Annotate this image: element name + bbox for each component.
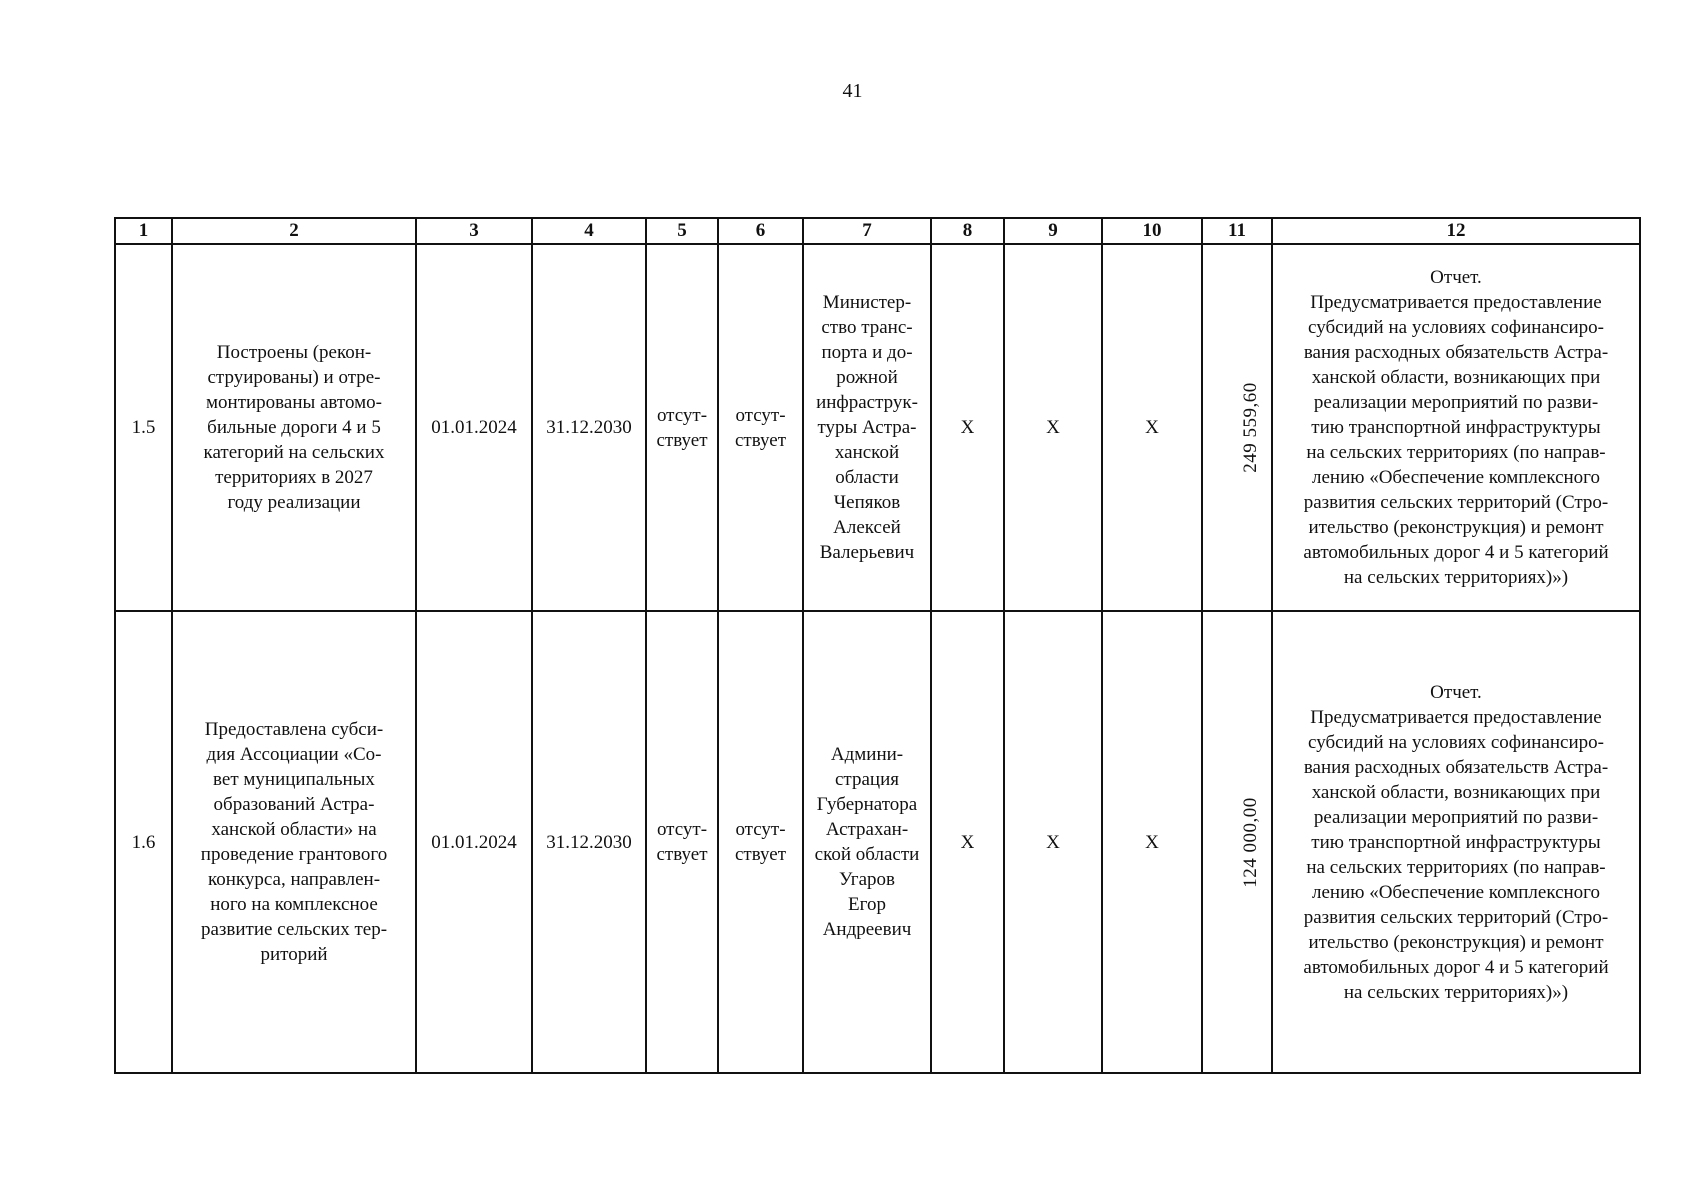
row-note: Отчет. Предусматривается предоставление субсидий на условиях софинансиро- вания расходных обязательств Астра- ханской области, возникающих при реализации мероприятий по разви- тию транспортной инфраструктуры на сельских территориях (по направ- лению «Обеспечение комплексного развития сельских территорий (Стро- ительство (реконструкция) и ремонт автомобильных дорог 4 и 5 категорий на сельских территориях)»)	[1272, 611, 1640, 1073]
col5-value: отсут- ствует	[646, 611, 718, 1073]
end-date: 31.12.2030	[532, 611, 646, 1073]
row-note: Отчет. Предусматривается предоставление субсидий на условиях софинансиро- вания расходных обязательств Астра- ханской области, возникающих при реализации мероприятий по разви- тию транспортной инфраструктуры на сельских территориях (по направ- лению «Обеспечение комплексного развития сельских территорий (Стро- ительство (реконструкция) и ремонт автомобильных дорог 4 и 5 категорий на сельских территориях)»)	[1272, 244, 1640, 611]
col8-value: X	[931, 611, 1004, 1073]
start-date: 01.01.2024	[416, 611, 532, 1073]
header-cell-5: 5	[646, 218, 718, 244]
start-date: 01.01.2024	[416, 244, 532, 611]
end-date: 31.12.2030	[532, 244, 646, 611]
row-description: Построены (рекон- струированы) и отре- монтированы автомо- бильные дороги 4 и 5 категорий на сельских территориях в 2027 году реализации	[172, 244, 416, 611]
header-cell-3: 3	[416, 218, 532, 244]
col10-value: X	[1102, 244, 1202, 611]
row-description: Предоставлена субси- дия Ассоциации «Со- вет муниципальных образований Астра- ханской области» на проведение грантового конкурса, направлен- ного на комплексное развитие сельских тер- риторий	[172, 611, 416, 1073]
col5-value: отсут- ствует	[646, 244, 718, 611]
amount-value: 124 000,00	[1239, 796, 1261, 888]
amount-value: 249 559,60	[1239, 382, 1261, 473]
table-row	[115, 611, 1640, 1073]
amount-cell	[1202, 244, 1272, 611]
table-row	[115, 244, 1640, 611]
header-cell-7: 7	[803, 218, 931, 244]
row-number: 1.5	[115, 244, 172, 611]
col9-value: X	[1004, 244, 1102, 611]
page-number: 41	[842, 80, 863, 102]
col8-value: X	[931, 244, 1004, 611]
responsible: Админи- страция Губернатора Астрахан- ской области Угаров Егор Андреевич	[803, 611, 931, 1073]
header-cell-1: 1	[115, 218, 172, 244]
responsible: Министер- ство транс- порта и до- рожной инфраструк- туры Астра- ханской области Чепяков Алексей Валерьевич	[803, 244, 931, 611]
amount-cell	[1202, 611, 1272, 1073]
col6-value: отсут- ствует	[718, 611, 803, 1073]
header-row	[115, 218, 1640, 244]
row-number: 1.6	[115, 611, 172, 1073]
header-cell-12: 12	[1272, 218, 1640, 244]
header-cell-4: 4	[532, 218, 646, 244]
header-cell-11: 11	[1202, 218, 1272, 244]
data-table	[114, 217, 1641, 1074]
header-cell-2: 2	[172, 218, 416, 244]
col9-value: X	[1004, 611, 1102, 1073]
col6-value: отсут- ствует	[718, 244, 803, 611]
header-cell-10: 10	[1102, 218, 1202, 244]
header-cell-9: 9	[1004, 218, 1102, 244]
col10-value: X	[1102, 611, 1202, 1073]
header-cell-8: 8	[931, 218, 1004, 244]
header-cell-6: 6	[718, 218, 803, 244]
